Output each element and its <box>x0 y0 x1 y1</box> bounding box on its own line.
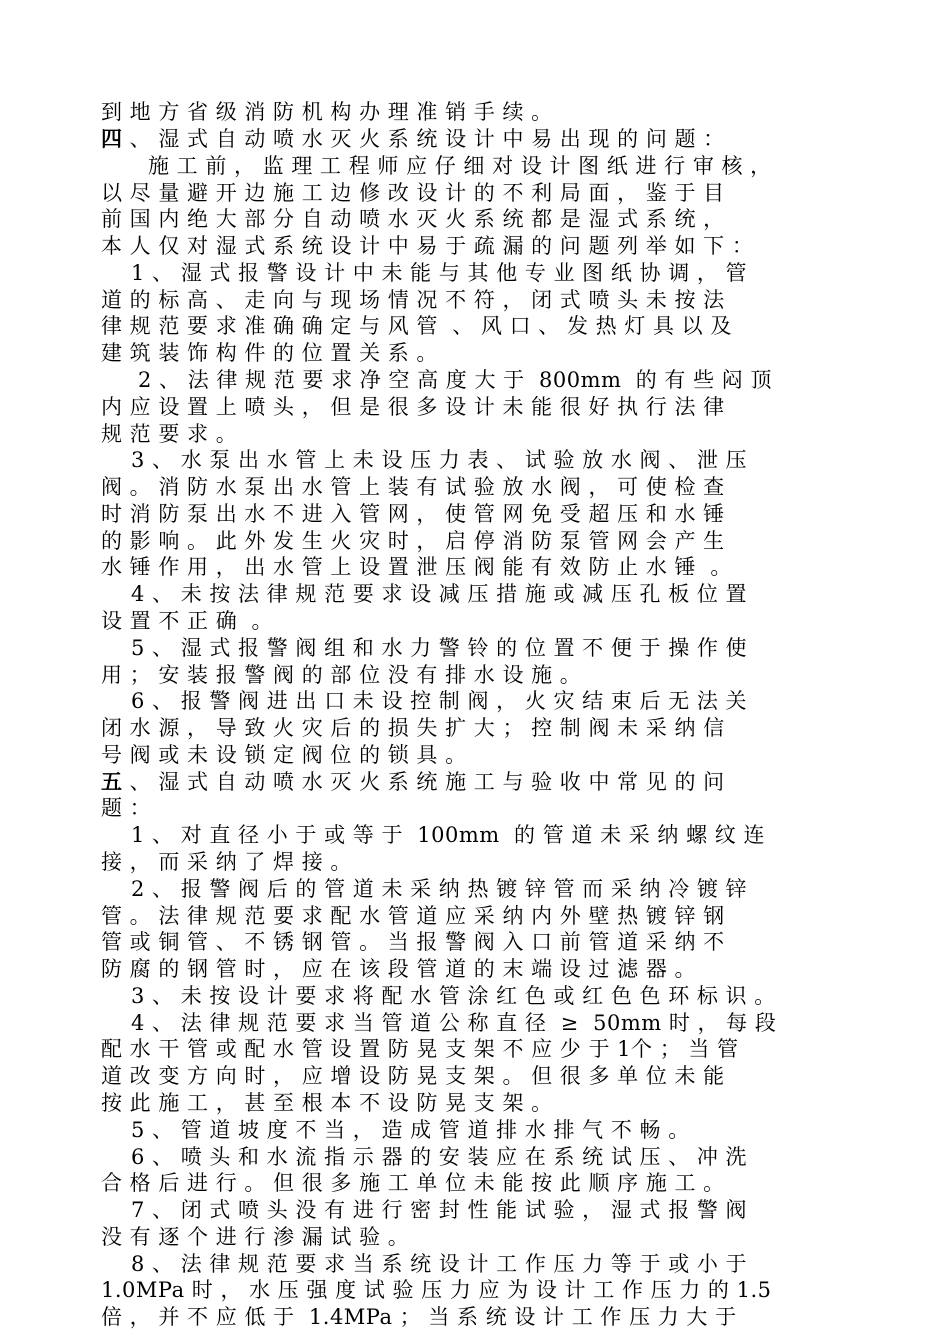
text-line: 水 锤 作 用 ， 出 水 管 上 设 置 泄 压 阀 能 有 效 防 止 水 锤 。 <box>101 555 732 579</box>
text-line: 本 人 仅 对 湿 式 系 统 设 计 中 易 于 疏 漏 的 问 题 列 举 如 下 ： <box>101 234 754 258</box>
text-line: 内 应 设 置 上 喷 头 ， 但 是 很 多 设 计 未 能 很 好 执 行 法 律 <box>101 395 725 419</box>
section-number: 五 <box>101 769 123 794</box>
text-line: 管 。 法 律 规 范 要 求 配 水 管 道 应 采 纳 内 外 壁 热 镀 锌 钢 <box>101 904 725 928</box>
text-line: 2 、 报 警 阀 后 的 管 道 未 采 纳 热 镀 锌 管 而 采 纳 冷 镀 锌 <box>131 877 748 901</box>
text-line: 1 、 对 直 径 小 于 或 等 于 100mm 的 管 道 未 采 纳 螺 纹 连 <box>131 823 765 847</box>
text-line: 1 、 湿 式 报 警 设 计 中 未 能 与 其 他 专 业 图 纸 协 调 ， 管 <box>131 261 748 285</box>
text-line: 2 、 法 律 规 范 要 求 净 空 高 度 大 于 800mm 的 有 些 闷 顶 <box>138 368 772 392</box>
text-line: 6 、 报 警 阀 进 出 口 未 设 控 制 阀 ， 火 灾 结 束 后 无 法 关 <box>131 689 748 713</box>
text-line: 律 规 范 要 求 准 确 确 定 与 风 管 、 风 口 、 发 热 灯 具 以 及 <box>101 314 732 338</box>
text-line: 1.0MPa 时 ， 水 压 强 度 试 验 压 力 应 为 设 计 工 作 压 力 的 1.5 <box>101 1278 772 1302</box>
text-line: 6 、 喷 头 和 水 流 指 示 器 的 安 装 应 在 系 统 试 压 、 冲 洗 <box>131 1145 748 1169</box>
text-line: 道 改 变 方 向 时 ， 应 增 设 防 晃 支 架 。 但 很 多 单 位 未 能 <box>101 1064 725 1088</box>
text-line: 4 、 未 按 法 律 规 范 要 求 设 减 压 措 施 或 减 压 孔 板 位 置 <box>131 582 748 606</box>
text-line: 时 消 防 泵 出 水 不 进 入 管 网 ， 使 管 网 免 受 超 压 和 水 锤 <box>101 502 725 526</box>
text-line: 4 、 法 律 规 范 要 求 当 管 道 公 称 直 径 ≥ 50mm 时 ， 每 段 <box>131 1011 777 1035</box>
text-line: 合 格 后 进 行 。 但 很 多 施 工 单 位 未 能 按 此 顺 序 施 工 。 <box>101 1171 725 1195</box>
text-line: 闭 水 源 ， 导 致 火 灾 后 的 损 失 扩 大 ； 控 制 阀 未 采 纳 信 <box>101 716 725 740</box>
text-line: 的 影 响 。 此 外 发 生 火 灾 时 ， 启 停 消 防 泵 管 网 会 产 生 <box>101 529 725 553</box>
text-line: 接 ， 而 采 纳 了 焊 接 。 <box>101 850 352 874</box>
text-line: 道 的 标 高 、 走 向 与 现 场 情 况 不 符 ， 闭 式 喷 头 未 按 法 <box>101 288 725 312</box>
text-line: 到 地 方 省 级 消 防 机 构 办 理 准 销 手 续 。 <box>101 100 553 124</box>
text-line: 按 此 施 工 ， 甚 至 根 本 不 设 防 晃 支 架 。 <box>101 1091 553 1115</box>
text-line: 7 、 闭 式 喷 头 没 有 进 行 密 封 性 能 试 验 ， 湿 式 报 警 阀 <box>131 1198 748 1222</box>
text-line: 规 范 要 求 。 <box>101 422 238 446</box>
text-line: 3 、 水 泵 出 水 管 上 未 设 压 力 表 、 试 验 放 水 阀 、 泄 压 <box>131 448 748 472</box>
section-title: 、 湿 式 自 动 喷 水 灭 火 系 统 施 工 与 验 收 中 常 见 的 问 <box>122 770 725 794</box>
text-line: 号 阀 或 未 设 锁 定 阀 位 的 锁 具 。 <box>101 743 467 767</box>
text-line: 阀 。 消 防 水 泵 出 水 管 上 装 有 试 验 放 水 阀 ， 可 使 检 查 <box>101 475 725 499</box>
section-number: 四 <box>101 126 123 151</box>
text-line: 管 或 铜 管 、 不 锈 钢 管 。 当 报 警 阀 入 口 前 管 道 采 纳 不 <box>101 930 725 954</box>
section-title: 、 湿 式 自 动 喷 水 灭 火 系 统 设 计 中 易 出 现 的 问 题 ： <box>122 127 725 151</box>
text-line: 3 、 未 按 设 计 要 求 将 配 水 管 涂 红 色 或 红 色 色 环 标 识 。 <box>131 984 776 1008</box>
text-line: 建 筑 装 饰 构 件 的 位 置 关 系 。 <box>101 341 438 365</box>
text-line: 配 水 干 管 或 配 水 管 设 置 防 晃 支 架 不 应 少 于 1个 ； 当 管 <box>101 1037 739 1061</box>
section-heading-4 <box>101 125 725 153</box>
text-line: 没 有 逐 个 进 行 渗 漏 试 验 。 <box>101 1225 410 1249</box>
section-heading-5 <box>101 768 725 796</box>
text-line: 施 工 前 ， 监 理 工 程 师 应 仔 细 对 设 计 图 纸 进 行 审 核 ， <box>148 154 772 178</box>
text-line: 前 国 内 绝 大 部 分 自 动 喷 水 灭 火 系 统 都 是 湿 式 系 统 ， <box>101 207 725 231</box>
text-line: 倍 ， 并 不 应 低 于 1.4MPa ； 当 系 统 设 计 工 作 压 力 大 于 <box>101 1305 737 1329</box>
text-line: 设 置 不 正 确 。 <box>101 609 274 633</box>
text-line: 用 ； 安 装 报 警 阀 的 部 位 没 有 排 水 设 施 。 <box>101 663 582 687</box>
text-line: 5 、 管 道 坡 度 不 当 ， 造 成 管 道 排 水 排 气 不 畅 。 <box>131 1118 690 1142</box>
text-line: 8 、 法 律 规 范 要 求 当 系 统 设 计 工 作 压 力 等 于 或 小 于 <box>131 1252 748 1276</box>
text-line: 防 腐 的 钢 管 时 ， 应 在 该 段 管 道 的 末 端 设 过 滤 器 。 <box>101 957 697 981</box>
text-line: 题 ： <box>101 796 152 820</box>
text-line: 5 、 湿 式 报 警 阀 组 和 水 力 警 铃 的 位 置 不 便 于 操 作 使 <box>131 636 748 660</box>
text-line: 以 尽 量 避 开 边 施 工 边 修 改 设 计 的 不 利 局 面 ， 鉴 于 目 <box>101 181 725 205</box>
